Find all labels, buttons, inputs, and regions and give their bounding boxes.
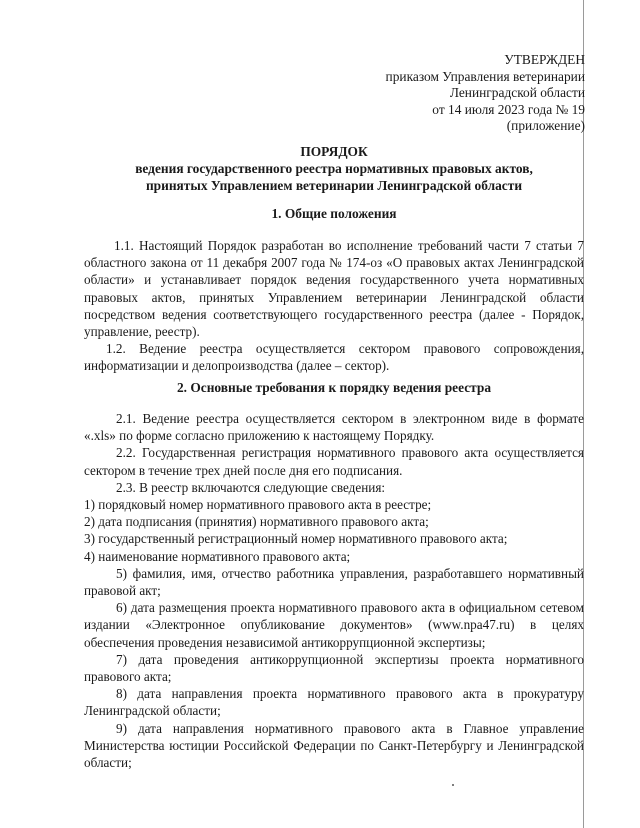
list-item-6: 6) дата размещения проекта нормативного правового акта в официальном сетевом издании «Электронное опубликование документов» (www.npa47.ru) в целях обеспечения проведения независимой антикоррупционной экспертизы;	[84, 600, 584, 650]
list-item-4: 4) наименование нормативного правового акта;	[84, 548, 351, 564]
approval-date-line: от 14 июля 2023 года № 19	[432, 101, 585, 117]
document-title: ПОРЯДОК	[300, 144, 368, 159]
scan-speck	[452, 784, 454, 786]
approval-appendix-line: (приложение)	[506, 118, 585, 133]
list-item-8: 8) дата направления проекта нормативного правового акта в прокуратуру Ленинградской области;	[84, 686, 584, 719]
section-2-title: 2. Основные требования к порядку ведения реестра	[176, 380, 492, 395]
list-item-5: 5) фамилия, имя, отчество работника управления, разработавшего нормативный правовой акт;	[84, 565, 584, 599]
list-item-1: 1) порядковый номер нормативного правового акта в реестре;	[84, 497, 432, 513]
approval-title: УТВЕРЖДЕН	[504, 52, 585, 67]
paragraph-1-2: 1.2. Ведение реестра осуществляется сектором правового сопровождения, информатизации и делопроизводства (далее – сектор).	[84, 341, 584, 374]
approval-region-line: Ленинградской области	[449, 85, 585, 100]
list-item-9: 9) дата направления нормативного правового акта в Главное управление Министерства юстиции Российской Федерации по Санкт-Петербургу и Ленинградской области;	[84, 720, 584, 771]
approval-order-line: приказом Управления ветеринарии	[385, 68, 585, 84]
list-item-2: 2) дата подписания (принятия) нормативного правового акта;	[84, 514, 429, 530]
section-1-title: 1. Общие положения	[271, 206, 397, 221]
paragraph-1-1: 1.1. Настоящий Порядок разработан во исполнение требований части 7 статьи 7 областного закона от 11 декабря 2007 года № 174-оз «О правовых актах Ленинградской области» и устанавливает порядок ведения государственного учета нормативных правовых актов, принятых Управлением ветеринарии Ленинградской области посредством ведения соответствующего государственного реестра (далее - Порядок, управление, реестр).	[84, 238, 584, 340]
approval-stamp-block	[325, 52, 585, 135]
section-1-body	[84, 237, 584, 375]
document-subtitle-line-1: ведения государственного реестра нормативных правовых актов,	[135, 161, 533, 176]
document-heading	[84, 143, 584, 194]
section-2-body	[84, 410, 584, 771]
list-item-7: 7) дата проведения антикоррупционной экспертизы проекта нормативного правового акта;	[84, 651, 584, 685]
paragraph-2-3: 2.3. В реестр включаются следующие сведения:	[116, 479, 386, 495]
document-subtitle-line-2: принятых Управлением ветеринарии Ленинградской области	[145, 178, 523, 193]
list-item-3: 3) государственный регистрационный номер нормативного правового акта;	[84, 531, 508, 547]
paragraph-2-2: 2.2. Государственная регистрация нормативного правового акта осуществляется сектором в течение трех дней после дня его подписания.	[84, 445, 584, 478]
paragraph-2-1: 2.1. Ведение реестра осуществляется сектором в электронном виде в формате «.xls» по форме согласно приложению к настоящему Порядку.	[84, 411, 584, 444]
